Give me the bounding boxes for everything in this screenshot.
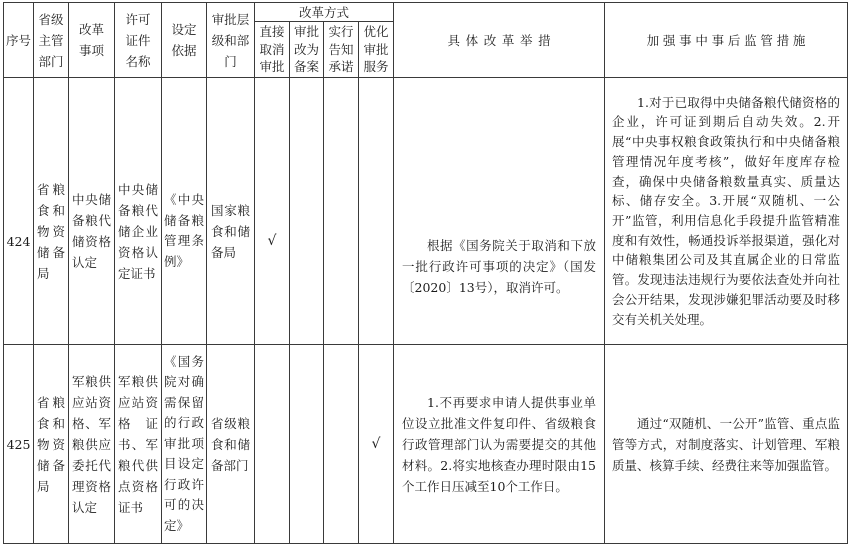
header-dept: [34, 3, 69, 78]
header-supervision: [605, 3, 848, 78]
cell-method-filing: [290, 345, 324, 544]
header-seq: [4, 3, 34, 78]
cell-license: 中央储备粮代储企业资格认定证书: [115, 78, 162, 345]
cell-basis: 《中央储备粮管理条例》: [162, 78, 207, 345]
cell-supervision: 通过“双随机、一公开”监管、重点监管等方式，对制度落实、计划管理、军粮质量、核算手续、经费往来等加强监管。: [605, 345, 848, 544]
header-basis-label: 设定依据: [171, 22, 197, 58]
header-method-cancel: [255, 22, 290, 78]
header-method-optimize: [359, 22, 394, 78]
cell-dept: 省粮食和物资储备局: [34, 78, 69, 345]
header-row-top: [4, 3, 848, 22]
header-measures-label: 具体改革举措: [447, 32, 557, 48]
cell-item: 军粮供应站资格、军粮供应委托代理资格认定: [69, 345, 115, 544]
header-supervision-label: 加强事中事后监管措施: [646, 32, 810, 48]
header-basis: [162, 3, 207, 78]
cell-level: 国家粮食和储备局: [207, 78, 255, 345]
table-header: [4, 3, 848, 78]
header-method-cancel-label: 直接取消审批: [259, 24, 285, 75]
cell-method-notify: [324, 345, 359, 544]
header-method-notify: [324, 22, 359, 78]
header-method-notify-label: 实行告知承诺: [328, 24, 354, 75]
header-method-optimize-label: 优化审批服务: [363, 24, 389, 75]
document-sheet: [3, 2, 847, 544]
header-dept-label: 省级主管部门: [38, 11, 64, 69]
header-license-label: 许可证件名称: [125, 11, 151, 69]
cell-basis: 《国务院对确需保留的行政审批项目设定行政许可的决定》: [162, 345, 207, 544]
reform-items-table: [3, 2, 848, 544]
header-level: [207, 3, 255, 78]
table-row: [4, 345, 848, 544]
header-seq-label: 序号: [5, 32, 31, 48]
cell-method-filing: [290, 78, 324, 345]
cell-supervision: 1.对于已取得中央储备粮代储资格的企业，许可证到期后自动失效。2.开展“中央事权粮食政策执行和中央储备粮管理情况年度考核”，做好年度库存检查，确保中央储备粮数量真实、质量达标、储存安全。3.开展“双随机、一公开”监管，利用信息化手段提升监管精准度和有效性，畅通投诉举报渠道，强化对中储粮集团公司及其直属企业的日常监管。发现违法违规行为要依法查处并向社会公开结果，发现涉嫌犯罪活动要及时移交有关机关处理。: [605, 78, 848, 345]
cell-method-notify: [324, 78, 359, 345]
header-measures: [394, 3, 605, 78]
cell-method-optimize: √: [359, 345, 394, 544]
cell-measures: 根据《国务院关于取消和下放一批行政许可事项的决定》（国发〔2020〕13号），取消许可。: [394, 78, 605, 345]
header-item-label: 改革事项: [78, 22, 104, 58]
table-body: [4, 78, 848, 544]
header-license: [115, 3, 162, 78]
table-row: [4, 78, 848, 345]
cell-method-optimize: [359, 78, 394, 345]
cell-license: 军粮供应站资格证书、军粮代供点资格证书: [115, 345, 162, 544]
cell-dept: 省粮食和物资储备局: [34, 345, 69, 544]
header-method-filing: [290, 22, 324, 78]
header-level-label: 审批层级和部门: [211, 11, 250, 69]
cell-method-cancel: √: [255, 78, 290, 345]
cell-seq: 424: [4, 78, 34, 345]
header-method-filing-label: 审批改为备案: [293, 24, 319, 75]
cell-seq: 425: [4, 345, 34, 544]
header-item: [69, 3, 115, 78]
cell-measures: 1.不再要求申请人提供事业单位设立批准文件复印件、省级粮食行政管理部门认为需要提交的其他材料。2.将实地核查办理时限由15个工作日压减至10个工作日。: [394, 345, 605, 544]
cell-method-cancel: [255, 345, 290, 544]
cell-item: 中央储备粮代储资格认定: [69, 78, 115, 345]
header-reform-method: 改革方式: [255, 3, 394, 22]
cell-level: 省级粮食和储备部门: [207, 345, 255, 544]
